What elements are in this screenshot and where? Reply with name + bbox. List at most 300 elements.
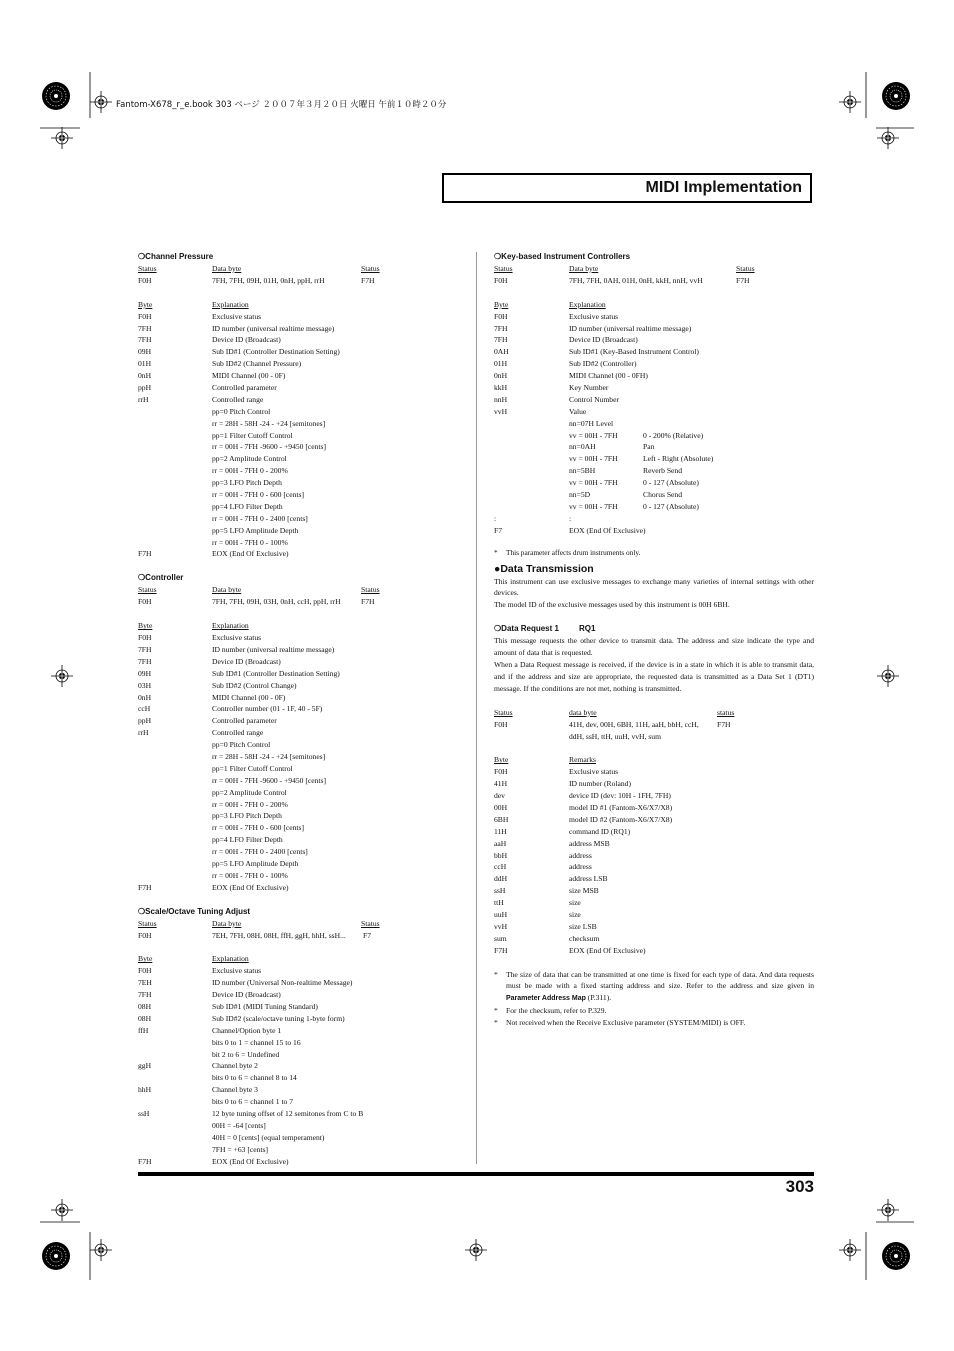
table-row <box>494 790 814 802</box>
paragraph: When a Data Request message is received, if the device is in a state in which it is able to transmit data, and if the address and size are appropriate, the requested data is transmitted as a Data Set 1 (DT1) message. If the conditions are not met, nothing is transmitted. <box>494 660 814 693</box>
table-cell: ID number (Universal Non-realtime Message) <box>212 978 353 988</box>
table-cell: size <box>569 910 581 919</box>
col-explanation: Explanation <box>569 299 606 309</box>
col-byte: Byte <box>494 755 509 765</box>
table-cell: hhH <box>138 1085 152 1095</box>
table-cell: ggH <box>138 1061 152 1071</box>
msg-header <box>138 918 468 930</box>
table-row <box>138 668 468 680</box>
table-cell: 08H <box>138 1001 152 1011</box>
table-row <box>138 489 468 501</box>
table-cell: ddH <box>494 874 508 884</box>
table-row <box>138 441 468 453</box>
table-row <box>138 1084 468 1096</box>
msg-rows <box>138 596 468 608</box>
expl-header <box>494 754 814 766</box>
table-row <box>138 323 468 335</box>
expl-rows <box>494 766 814 956</box>
table-row <box>138 930 468 942</box>
col-status-end: Status <box>736 264 755 273</box>
table-cell: MIDI Channel (00 - 0FH) <box>569 371 648 381</box>
section-heading: ❍Controller <box>138 573 184 583</box>
table-cell: Device ID (Broadcast) <box>212 656 281 666</box>
table-cell: Sub ID#1 (Controller Destination Setting) <box>212 347 340 357</box>
table-cell: rrH <box>138 394 149 404</box>
table-row <box>138 1120 468 1132</box>
table-row <box>494 731 814 743</box>
table-row <box>138 1025 468 1037</box>
table-row <box>138 430 468 442</box>
table-row <box>138 1132 468 1144</box>
table-cell: F0H <box>138 597 152 607</box>
col-data-byte: Data byte <box>212 585 242 595</box>
col-explanation: Explanation <box>212 299 249 309</box>
table-row <box>138 846 468 858</box>
table-cell: pp=0 Pitch Control <box>212 406 271 416</box>
table-cell: pp=5 LFO Amplitude Depth <box>212 525 299 535</box>
table-cell: dev <box>494 791 505 801</box>
table-cell: vv = 00H - 7FH <box>569 430 618 440</box>
table-cell: pp=2 Amplitude Control <box>212 787 287 797</box>
table-row <box>494 897 814 909</box>
table-cell: command ID (RQ1) <box>569 826 631 836</box>
table-row <box>494 358 814 370</box>
print-header: Fantom-X678_r_e.book 303 ページ ２００７年３月２０日 火曜日 午前１０時２０分 <box>116 100 447 110</box>
table-row <box>138 680 468 692</box>
table-cell: 41H <box>494 779 508 789</box>
table-row <box>494 370 814 382</box>
table-cell: Controlled parameter <box>212 716 277 726</box>
table-cell: F7H <box>494 945 508 955</box>
table-cell: F7 <box>363 930 372 940</box>
expl-header <box>494 299 814 311</box>
table-cell: 7FH, 7FH, 0AH, 01H, 0nH, kkH, nnH, vvH <box>569 275 703 285</box>
col-byte: Byte <box>494 299 509 309</box>
table-row <box>138 382 468 394</box>
table-row <box>138 834 468 846</box>
table-row <box>494 873 814 885</box>
page-title: MIDI Implementation <box>645 179 802 196</box>
table-row <box>138 406 468 418</box>
table-cell: 0nH <box>138 371 152 381</box>
msg-rows <box>494 275 814 287</box>
col-status: Status <box>138 585 157 595</box>
table-row <box>494 489 814 501</box>
col-remarks: Remarks <box>569 755 596 765</box>
table-cell: ffH <box>138 1025 149 1035</box>
table-cell: : <box>494 513 497 523</box>
table-cell: vv = 00H - 7FH <box>569 478 618 488</box>
data-request-section <box>494 623 814 1029</box>
right-column <box>494 251 814 1029</box>
col-explanation: Explanation <box>212 621 249 631</box>
table-row <box>138 965 468 977</box>
table-cell: 0nH <box>138 692 152 702</box>
table-row <box>494 719 814 731</box>
table-cell: rr = 00H - 7FH 0 - 100% <box>212 537 288 547</box>
left-column <box>138 251 468 1167</box>
table-cell: pp=3 LFO Pitch Depth <box>212 811 282 821</box>
table-row <box>494 921 814 933</box>
footnote: * This parameter affects drum instruments only. <box>494 547 641 557</box>
table-cell: F0H <box>138 633 152 643</box>
table-row <box>138 977 468 989</box>
table-cell: F0H <box>138 930 152 940</box>
table-row <box>138 346 468 358</box>
heading-code: RQ1 <box>578 624 596 634</box>
table-cell: 7FH <box>138 335 152 345</box>
section-heading <box>494 623 814 635</box>
table-cell: 00H <box>494 802 508 812</box>
table-cell: EOX (End Of Exclusive) <box>212 1156 289 1166</box>
table-row <box>494 525 814 537</box>
table-cell: ccH <box>494 862 507 872</box>
paragraph: The model ID of the exclusive messages used by this instrument is 00H 6BH. <box>494 600 730 610</box>
table-row <box>494 394 814 406</box>
table-row <box>138 739 468 751</box>
table-cell: address LSB <box>569 874 608 884</box>
table-cell: 0AH <box>494 347 509 357</box>
col-status-end: Status <box>361 918 380 928</box>
column-divider <box>476 252 477 1164</box>
table-row <box>494 513 814 525</box>
table-row <box>494 465 814 477</box>
table-cell: bit 2 to 6 = Undefined <box>212 1049 280 1059</box>
table-cell: sum <box>494 933 507 943</box>
footnote-text: This parameter affects drum instruments only. <box>506 547 641 557</box>
table-cell: Sub ID#2 (Control Change) <box>212 680 297 690</box>
col-status-end: Status <box>361 264 380 273</box>
table-cell: bbH <box>494 850 508 860</box>
table-cell: 7FH = +63 [cents] <box>212 1144 269 1154</box>
col-byte: Byte <box>138 954 153 964</box>
table-cell: rr = 28H - 58H -24 - +24 [semitones] <box>212 418 326 428</box>
table-row <box>494 945 814 957</box>
table-cell: bits 0 to 1 = channel 15 to 16 <box>212 1037 301 1047</box>
table-cell: : <box>569 513 572 523</box>
table-cell: Exclusive status <box>212 966 262 976</box>
expl-rows <box>494 311 814 537</box>
footnote-text: The size of data that can be transmitted at one time is fixed for each type of data. And data requests must be made with a fixed starting address and size. Refer to the address and size given in <box>506 969 814 991</box>
table-cell: 7FH <box>494 323 508 333</box>
table-cell: F7H <box>717 719 731 729</box>
table-cell: rr = 00H - 7FH -9600 - +9450 [cents] <box>212 775 327 785</box>
expl-header <box>138 620 468 632</box>
table-row <box>494 430 814 442</box>
table-row <box>138 810 468 822</box>
table-cell: pp=3 LFO Pitch Depth <box>212 478 282 488</box>
table-row <box>494 501 814 513</box>
table-row <box>138 1049 468 1061</box>
table-row <box>494 909 814 921</box>
table-row <box>138 311 468 323</box>
table-cell: ID number (universal realtime message) <box>212 323 335 333</box>
table-cell: 0 - 200% (Relative) <box>643 430 704 440</box>
table-cell: Exclusive status <box>569 311 619 321</box>
table-cell: address <box>569 862 592 872</box>
table-row <box>138 799 468 811</box>
table-cell: ttH <box>494 898 504 908</box>
table-cell: Sub ID#2 (Controller) <box>569 359 637 369</box>
col-byte: Byte <box>138 299 153 309</box>
table-cell: address MSB <box>569 838 610 848</box>
table-cell: 41H, dev, 00H, 6BH, 11H, aaH, bbH, ccH, <box>569 719 699 729</box>
paragraph: This instrument can use exclusive messages to exchange many varieties of internal settings with other devices. <box>494 576 814 598</box>
table-row <box>494 441 814 453</box>
footnote-text: (P.311). <box>585 993 612 1003</box>
table-cell: Pan <box>643 442 655 452</box>
table-row <box>138 1096 468 1108</box>
table-cell: F0H <box>494 275 508 285</box>
table-row <box>138 1108 468 1120</box>
table-cell: 7EH <box>138 978 152 988</box>
table-cell: ppH <box>138 383 152 393</box>
col-data-byte: Data byte <box>569 264 599 273</box>
table-cell: F0H <box>494 767 508 777</box>
table-row <box>138 1001 468 1013</box>
table-cell: ssH <box>494 886 506 896</box>
table-cell: uuH <box>494 910 508 919</box>
table-cell: pp=4 LFO Filter Depth <box>212 835 283 845</box>
table-row <box>138 370 468 382</box>
table-cell: 0 - 127 (Absolute) <box>643 501 699 511</box>
table-cell: 03H <box>138 680 152 690</box>
table-cell: nn=0AH <box>569 442 596 452</box>
table-row <box>138 394 468 406</box>
table-row <box>494 346 814 358</box>
col-data-byte: data byte <box>569 707 597 717</box>
table-row <box>494 766 814 778</box>
table-cell: vvH <box>494 921 508 931</box>
table-cell: F7H <box>138 1156 152 1166</box>
table-cell: 0nH <box>494 371 508 381</box>
table-cell: vv = 00H - 7FH <box>569 501 618 511</box>
table-cell: F7 <box>494 525 503 535</box>
table-cell: F0H <box>138 966 152 976</box>
table-cell: address <box>569 850 592 860</box>
table-row <box>138 477 468 489</box>
table-cell: Value <box>569 406 587 416</box>
table-cell: rr = 00H - 7FH 0 - 200% <box>212 466 288 476</box>
table-row <box>138 822 468 834</box>
col-status: Status <box>494 707 513 717</box>
table-row <box>138 1144 468 1156</box>
table-cell: Device ID (Broadcast) <box>569 335 638 345</box>
table-cell: rr = 00H - 7FH 0 - 2400 [cents] <box>212 847 308 857</box>
table-row <box>138 775 468 787</box>
table-row <box>138 358 468 370</box>
table-cell: Control Number <box>569 394 619 404</box>
table-cell: checksum <box>569 933 600 943</box>
table-cell: Controlled range <box>212 394 264 404</box>
table-cell: Channel byte 3 <box>212 1085 258 1095</box>
table-row <box>494 453 814 465</box>
table-cell: ID number (universal realtime message) <box>212 644 335 654</box>
table-cell: F0H <box>138 311 152 321</box>
table-cell: Left - Right (Absolute) <box>643 454 714 464</box>
table-cell: rr = 00H - 7FH 0 - 200% <box>212 799 288 809</box>
table-cell: MIDI Channel (00 - 0F) <box>212 692 286 702</box>
table-row <box>494 778 814 790</box>
table-cell: pp=5 LFO Amplitude Depth <box>212 858 299 868</box>
table-cell: nn=5BH <box>569 466 596 476</box>
msg-rows <box>138 275 468 287</box>
table-cell: Exclusive status <box>212 311 262 321</box>
table-row <box>138 715 468 727</box>
col-data-byte: Data byte <box>212 918 242 928</box>
table-cell: rr = 00H - 7FH 0 - 2400 [cents] <box>212 513 308 523</box>
table-row <box>138 548 468 560</box>
table-cell: Sub ID#1 (Controller Destination Setting) <box>212 668 340 678</box>
table-cell: 08H <box>138 1013 152 1023</box>
section-heading: ●Data Transmission <box>494 562 594 575</box>
footnote: * Not received when the Receive Exclusive parameter (SYSTEM/MIDI) is OFF. <box>494 1018 746 1028</box>
msg-header <box>138 584 468 596</box>
table-cell: ddH, ssH, ttH, uuH, vvH, sum <box>569 731 661 741</box>
col-status: Status <box>138 264 157 273</box>
expl-rows <box>138 311 468 561</box>
channel-pressure-section <box>138 251 468 560</box>
table-cell: model ID #2 (Fantom-X6/X7/X8) <box>569 814 673 824</box>
table-row <box>494 838 814 850</box>
table-cell: device ID (dev: 10H - 1FH, 7FH) <box>569 791 671 801</box>
table-cell: pp=0 Pitch Control <box>212 740 271 750</box>
table-row <box>138 334 468 346</box>
key-based-section <box>494 251 814 559</box>
table-cell: F0H <box>494 311 508 321</box>
table-cell: size MSB <box>569 886 599 896</box>
col-explanation: Explanation <box>212 954 249 964</box>
table-cell: 7EH, 7FH, 08H, 08H, ffH, ggH, hhH, ssH... <box>212 930 346 940</box>
table-row <box>494 850 814 862</box>
table-row <box>138 1060 468 1072</box>
table-cell: F0H <box>494 719 508 729</box>
table-row <box>138 465 468 477</box>
col-status: Status <box>138 918 157 928</box>
table-row <box>138 501 468 513</box>
paragraph: This message requests the other device to transmit data. The address and size indicate the type and amount of data that is requested. <box>494 636 814 658</box>
table-cell: 11H <box>494 826 507 836</box>
table-row <box>138 751 468 763</box>
table-cell: model ID #1 (Fantom-X6/X7/X8) <box>569 802 673 812</box>
table-row <box>494 418 814 430</box>
footnote-text: For the checksum, refer to P.329. <box>506 1006 607 1016</box>
table-cell: nnH <box>494 394 508 404</box>
table-cell: rr = 00H - 7FH 0 - 100% <box>212 870 288 880</box>
col-status: Status <box>494 264 513 273</box>
table-cell: Reverb Send <box>643 466 683 476</box>
table-row <box>138 1156 468 1168</box>
table-cell: 0 - 127 (Absolute) <box>643 478 699 488</box>
table-row <box>138 275 468 287</box>
msg-rows <box>494 719 814 743</box>
table-row <box>138 692 468 704</box>
page-number: 303 <box>785 1177 814 1196</box>
table-row <box>138 763 468 775</box>
table-row <box>138 656 468 668</box>
table-cell: 7FH <box>494 335 508 345</box>
table-cell: 7FH <box>138 656 152 666</box>
table-cell: vvH <box>494 406 508 416</box>
table-cell: pp=1 Filter Cutoff Control <box>212 763 293 773</box>
table-cell: 7FH <box>138 323 152 333</box>
section-heading: ❍Channel Pressure <box>138 252 214 261</box>
table-row <box>138 882 468 894</box>
table-cell: pp=2 Amplitude Control <box>212 454 287 464</box>
table-cell: F7H <box>138 549 152 559</box>
table-cell: size <box>569 898 581 908</box>
table-cell: F7H <box>361 275 375 285</box>
table-row <box>494 861 814 873</box>
table-cell: Device ID (Broadcast) <box>212 990 281 1000</box>
table-cell: rr = 00H - 7FH 0 - 600 [cents] <box>212 490 305 500</box>
scale-tuning-section <box>138 906 468 1168</box>
table-cell: Channel byte 2 <box>212 1061 258 1071</box>
table-cell: nn=5D <box>569 490 591 500</box>
table-cell: 7FH, 7FH, 09H, 01H, 0nH, ppH, rrH <box>212 275 325 285</box>
table-cell: nn=07H Level <box>569 418 614 428</box>
table-cell: rr = 00H - 7FH -9600 - +9450 [cents] <box>212 442 327 452</box>
table-row <box>138 870 468 882</box>
table-cell: rr = 28H - 58H -24 - +24 [semitones] <box>212 751 326 761</box>
table-cell: Controlled parameter <box>212 383 277 393</box>
table-row <box>138 1013 468 1025</box>
col-status-end: Status <box>361 585 380 595</box>
table-cell: ccH <box>138 704 151 714</box>
table-cell: Sub ID#1 (Key-Based Instrument Control) <box>569 347 699 357</box>
table-cell: EOX (End Of Exclusive) <box>212 549 289 559</box>
table-cell: 00H = -64 [cents] <box>212 1120 266 1130</box>
table-row <box>138 703 468 715</box>
table-row <box>494 275 814 287</box>
table-cell: Controlled range <box>212 728 264 738</box>
table-cell: rr = 00H - 7FH 0 - 600 [cents] <box>212 823 305 833</box>
msg-header <box>138 263 468 275</box>
table-cell: ssH <box>138 1109 150 1118</box>
table-row <box>138 727 468 739</box>
expl-header <box>138 953 468 965</box>
msg-header <box>494 707 814 719</box>
table-row <box>138 989 468 1001</box>
ref-link[interactable]: Parameter Address Map <box>506 995 586 1003</box>
expl-header <box>138 299 468 311</box>
table-cell: Sub ID#1 (MIDI Tuning Standard) <box>212 1001 318 1011</box>
table-cell: EOX (End Of Exclusive) <box>569 945 646 955</box>
table-cell: EOX (End Of Exclusive) <box>569 525 646 535</box>
table-row <box>138 418 468 430</box>
table-row <box>138 1072 468 1084</box>
heading-label: ❍Data Request 1 <box>494 624 559 634</box>
table-row <box>138 525 468 537</box>
table-row <box>138 1037 468 1049</box>
table-row <box>494 382 814 394</box>
table-cell: kkH <box>494 383 508 393</box>
data-transmission-section <box>494 562 814 612</box>
section-heading: ❍Key-based Instrument Controllers <box>494 252 631 261</box>
table-row <box>138 513 468 525</box>
table-cell: EOX (End Of Exclusive) <box>212 882 289 892</box>
footnote-text: Not received when the Receive Exclusive parameter (SYSTEM/MIDI) is OFF. <box>506 1018 746 1028</box>
table-row <box>138 537 468 549</box>
table-cell: ppH <box>138 716 152 726</box>
table-cell: 09H <box>138 668 152 678</box>
table-cell: F7H <box>138 882 152 892</box>
table-cell: bits 0 to 6 = channel 1 to 7 <box>212 1097 294 1107</box>
footer-rule <box>138 1172 814 1176</box>
table-row <box>494 334 814 346</box>
col-data-byte: Data byte <box>212 264 242 273</box>
table-cell: 01H <box>494 359 508 369</box>
